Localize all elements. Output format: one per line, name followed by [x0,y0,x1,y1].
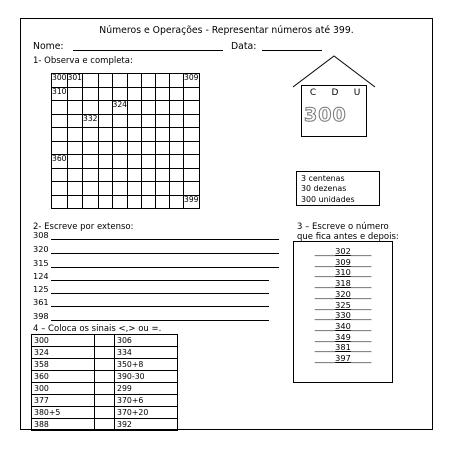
compare-left-value: 360 [32,371,95,383]
before-after-item[interactable]: _____318_____ [314,278,372,289]
grid-cell[interactable] [184,168,200,182]
info-box [296,171,380,206]
grid-cell[interactable] [170,114,184,128]
extenso-answer-line[interactable] [51,306,269,307]
grid-cell[interactable] [170,168,184,182]
compare-right-value: 334 [115,347,178,359]
grid-cell[interactable] [156,195,170,209]
grid-cell[interactable] [156,182,170,196]
grid-cell[interactable] [98,195,112,209]
grid-cell[interactable] [156,87,170,101]
compare-sign-cell[interactable] [95,347,115,359]
grid-cell[interactable] [67,195,83,209]
extenso-answer-line[interactable] [51,253,279,254]
extenso-number: 320 [33,244,49,254]
before-after-number: 325 [335,299,351,310]
grid-cell[interactable] [112,155,128,169]
grid-cell[interactable] [128,74,142,88]
compare-left-value: 377 [32,395,95,407]
grid-row [52,155,200,169]
grid-cell[interactable] [83,182,99,196]
before-after-item[interactable]: _____309_____ [314,256,372,267]
grid-cell[interactable] [170,155,184,169]
compare-row [32,395,178,407]
compare-row [32,347,178,359]
info-tens: 30 dezenas [301,184,347,194]
before-after-item[interactable]: _____325_____ [314,299,372,310]
grid-cell[interactable] [52,168,68,182]
grid-cell[interactable] [83,101,99,115]
section4-title: 4 – Coloca os sinais <,> ou =. [33,324,162,334]
grid-cell[interactable] [170,195,184,209]
grid-cell[interactable] [184,182,200,196]
compare-right-value: 370+6 [115,395,178,407]
grid-cell[interactable] [142,101,156,115]
before-after-number: 318 [335,278,351,289]
house-body [301,85,367,137]
grid-cell[interactable] [184,155,200,169]
grid-cell[interactable] [142,182,156,196]
number-grid [51,73,200,209]
date-label: Data: [231,41,257,52]
grid-cell[interactable] [98,182,112,196]
grid-cell[interactable] [98,141,112,155]
grid-cell[interactable] [170,87,184,101]
grid-cell[interactable]: 332 [83,114,99,128]
grid-cell[interactable] [156,155,170,169]
compare-right-value: 350+8 [115,359,178,371]
grid-cell[interactable] [184,128,200,142]
grid-cell[interactable]: 399 [184,195,200,209]
compare-sign-cell[interactable] [95,359,115,371]
extenso-number: 124 [33,271,49,281]
tens-label: D [331,88,339,98]
compare-left-value: 300 [32,335,95,347]
grid-cell[interactable] [184,141,200,155]
grid-row [52,168,200,182]
before-after-number: 340 [335,320,351,331]
extenso-answer-line[interactable] [51,280,269,281]
grid-cell[interactable] [52,128,68,142]
grid-cell[interactable] [170,101,184,115]
compare-right-value: 306 [115,335,178,347]
grid-cell[interactable] [156,74,170,88]
grid-cell[interactable]: 360 [52,155,68,169]
before-after-number: 309 [335,256,351,267]
grid-row [52,128,200,142]
grid-cell[interactable] [128,141,142,155]
grid-cell[interactable] [98,87,112,101]
extenso-number: 308 [33,230,49,240]
extenso-answer-line[interactable] [51,239,279,240]
grid-cell[interactable] [156,168,170,182]
grid-cell[interactable] [156,128,170,142]
grid-cell[interactable] [170,74,184,88]
grid-cell[interactable] [142,141,156,155]
grid-cell[interactable] [128,195,142,209]
grid-cell[interactable] [98,114,112,128]
grid-cell[interactable] [128,128,142,142]
grid-cell[interactable] [142,168,156,182]
grid-cell[interactable] [156,141,170,155]
grid-cell[interactable] [83,195,99,209]
grid-cell[interactable] [67,168,83,182]
before-after-item[interactable]: _____310_____ [314,267,372,278]
info-units: 300 unidades [301,194,355,204]
grid-cell[interactable] [98,101,112,115]
grid-row [52,141,200,155]
house-number: 300 [304,104,347,126]
grid-cell[interactable] [83,168,99,182]
grid-cell[interactable] [142,114,156,128]
grid-cell[interactable] [170,141,184,155]
compare-sign-cell[interactable] [95,407,115,419]
grid-cell[interactable] [156,114,170,128]
date-field-line[interactable] [262,50,322,51]
compare-table [31,334,178,431]
before-after-item[interactable]: _____397_____ [314,353,372,363]
grid-cell[interactable] [52,195,68,209]
grid-cell[interactable] [67,141,83,155]
house-roof [293,55,379,89]
compare-row [32,335,178,347]
name-label: Nome: [33,41,64,52]
section1-title: 1- Observa e completa: [33,56,133,66]
grid-cell[interactable] [142,195,156,209]
grid-cell[interactable] [112,168,128,182]
grid-cell[interactable] [52,101,68,115]
compare-sign-cell[interactable] [95,383,115,395]
before-after-box [293,241,393,383]
before-after-number: 330 [335,310,351,321]
extenso-answer-line[interactable] [51,267,279,268]
compare-sign-cell[interactable] [95,335,115,347]
section3-title-line1: 3 – Escreve o número [297,222,389,232]
before-after-number: 349 [335,331,351,342]
before-after-item[interactable]: _____340_____ [314,320,372,331]
grid-cell[interactable] [184,87,200,101]
compare-right-value: 370+20 [115,407,178,419]
compare-sign-cell[interactable] [95,395,115,407]
section3-title-line2: que fica antes e depois: [297,232,399,242]
grid-cell[interactable] [170,128,184,142]
grid-cell[interactable] [112,141,128,155]
grid-cell[interactable] [98,155,112,169]
worksheet-page [20,18,433,430]
grid-cell[interactable] [67,87,83,101]
hundreds-label: C [309,88,317,98]
before-after-number: 397 [335,353,351,363]
compare-left-value: 324 [32,347,95,359]
before-after-number: 381 [335,342,351,353]
place-value-house [293,55,379,143]
extenso-number: 125 [33,284,49,294]
compare-right-value: 390-30 [115,371,178,383]
grid-row [52,182,200,196]
grid-cell[interactable] [112,114,128,128]
grid-cell[interactable] [128,101,142,115]
grid-cell[interactable] [83,141,99,155]
grid-cell[interactable] [128,87,142,101]
page-title: Números e Operações - Representar números até 399. [99,25,354,36]
grid-cell[interactable] [112,128,128,142]
grid-cell[interactable] [112,182,128,196]
compare-row [32,383,178,395]
grid-cell[interactable] [128,155,142,169]
compare-row [32,359,178,371]
grid-cell[interactable] [67,101,83,115]
extenso-number: 361 [33,297,49,307]
before-after-item[interactable]: _____320_____ [314,288,372,299]
extenso-number: 315 [33,258,49,268]
before-after-number: 310 [335,267,351,278]
compare-left-value: 300 [32,383,95,395]
grid-cell[interactable]: 301 [67,74,83,88]
grid-cell[interactable] [83,155,99,169]
compare-left-value: 380+5 [32,407,95,419]
grid-cell[interactable] [52,141,68,155]
grid-row [52,87,200,101]
grid-cell[interactable] [112,74,128,88]
extenso-answer-line[interactable] [51,293,269,294]
grid-cell[interactable] [98,128,112,142]
extenso-number: 398 [33,311,49,321]
info-hundreds: 3 centenas [301,174,345,183]
grid-cell[interactable] [142,74,156,88]
grid-cell[interactable] [67,155,83,169]
compare-row [32,407,178,419]
compare-left-value: 388 [32,419,95,431]
name-field-line[interactable] [73,50,223,51]
grid-row [52,114,200,128]
extenso-answer-line[interactable] [51,320,269,321]
grid-cell[interactable] [128,168,142,182]
grid-cell[interactable]: 309 [184,74,200,88]
before-after-number: 320 [335,288,351,299]
grid-cell[interactable] [67,128,83,142]
grid-cell[interactable] [67,182,83,196]
before-after-number: 302 [335,246,351,256]
grid-cell[interactable] [112,195,128,209]
compare-sign-cell[interactable] [95,419,115,431]
compare-row [32,371,178,383]
grid-cell[interactable]: 310 [52,87,68,101]
grid-cell[interactable] [83,128,99,142]
grid-cell[interactable] [67,114,83,128]
grid-cell[interactable]: 324 [112,101,128,115]
compare-right-value: 299 [115,383,178,395]
before-after-item[interactable]: _____330_____ [314,310,372,321]
before-after-item[interactable]: _____349_____ [314,331,372,342]
before-after-item[interactable]: _____302_____ [314,246,372,256]
grid-cell[interactable] [128,182,142,196]
grid-cell[interactable]: 300 [52,74,68,88]
grid-cell[interactable] [128,114,142,128]
compare-right-value: 392 [115,419,178,431]
grid-cell[interactable] [184,114,200,128]
grid-cell[interactable] [112,87,128,101]
compare-row [32,419,178,431]
before-after-item[interactable]: _____381_____ [314,342,372,353]
grid-cell[interactable] [98,74,112,88]
grid-cell[interactable] [184,101,200,115]
grid-row [52,101,200,115]
grid-cell[interactable] [98,168,112,182]
grid-cell[interactable] [52,114,68,128]
section2-title: 2- Escreve por extenso: [33,222,134,232]
units-label: U [353,88,361,98]
grid-cell[interactable] [156,101,170,115]
grid-cell[interactable] [83,87,99,101]
grid-cell[interactable] [142,87,156,101]
compare-left-value: 358 [32,359,95,371]
grid-cell[interactable] [170,182,184,196]
grid-cell[interactable] [83,74,99,88]
grid-row [52,195,200,209]
grid-cell[interactable] [142,128,156,142]
grid-row [52,74,200,88]
grid-cell[interactable] [142,155,156,169]
grid-cell[interactable] [52,182,68,196]
compare-sign-cell[interactable] [95,371,115,383]
